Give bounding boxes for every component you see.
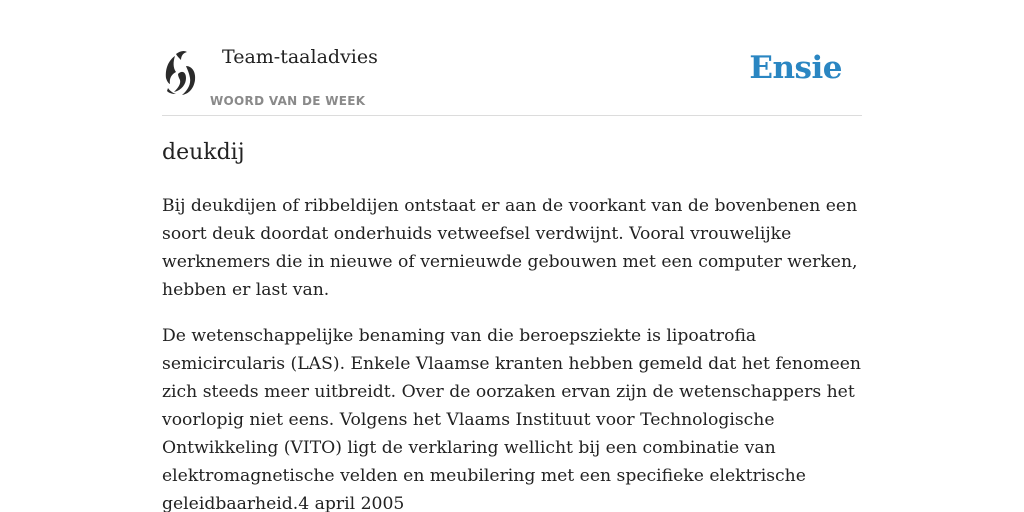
header (162, 40, 862, 116)
brand-logo[interactable]: Ensie (749, 50, 842, 86)
article-title: deukdij (162, 140, 245, 165)
flemish-lion-logo-icon (162, 48, 198, 96)
article-paragraph-1: Bij deukdijen of ribbeldijen ontstaat er aan de voorkant van de bovenbenen een soort deuk doordat onderhuids vetweefsel verdwijnt. Vooral vrouwelijke werknemers die in nieuwe of vernieuwde gebouwen met een computer werken, hebben er last van. (162, 196, 858, 300)
article-body (162, 192, 862, 512)
author-name[interactable]: Team-taaladvies (222, 46, 378, 68)
article-paragraph-2: De wetenschappelijke benaming van die beroepsziekte is lipoatrofia semicircularis (LAS). Enkele Vlaamse kranten hebben gemeld dat het fenomeen zich steeds meer uitbreidt. Over de oorzaken ervan zijn de wetenschappers het voorlopig niet eens. Volgens het Vlaams Instituut voor Technologische Ontwikkeling (VITO) ligt de verklaring wellicht bij een combinatie van elektromagnetische velden en meubilering met een specifieke elektrische geleidbaarheid.4 april 2005 (162, 326, 861, 512)
section-kicker: WOORD VAN DE WEEK (210, 94, 366, 108)
